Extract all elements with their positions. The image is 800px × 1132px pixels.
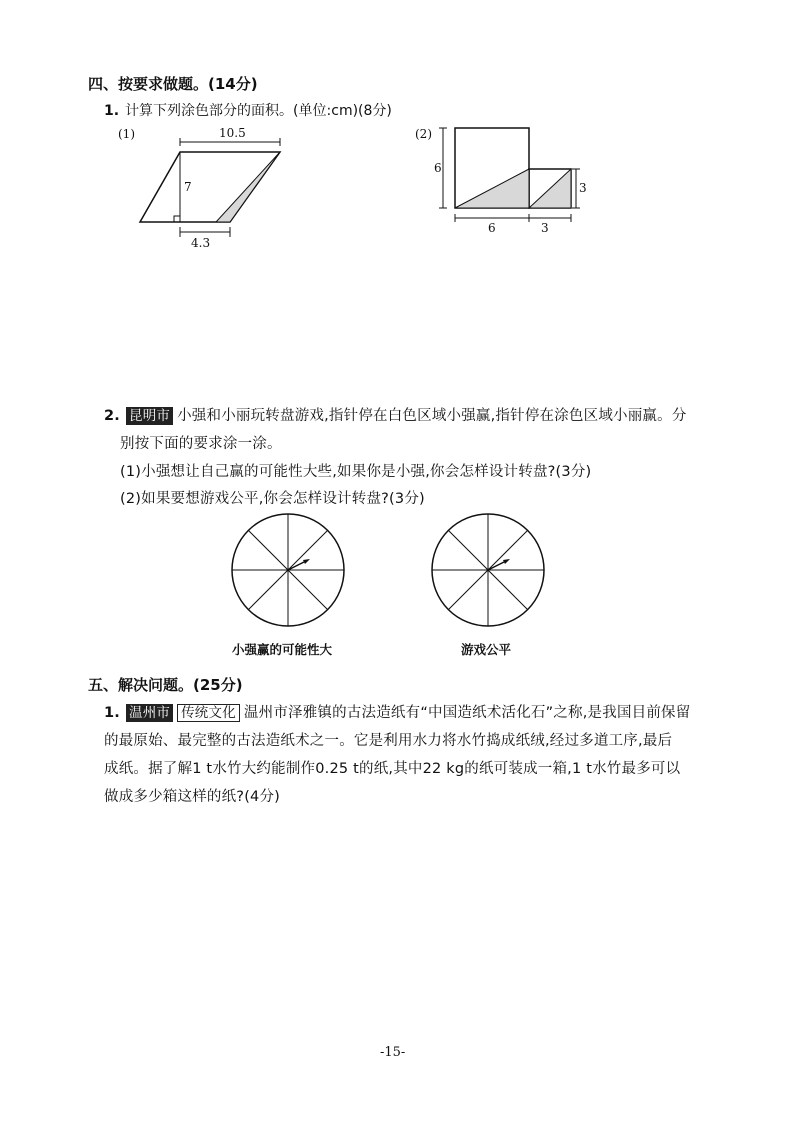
figure-2-label: (2) <box>415 127 432 141</box>
figure-2-bottom-left: 6 <box>488 221 496 235</box>
question-number: 1. <box>104 103 120 119</box>
figure-1-parallelogram <box>130 125 300 255</box>
figure-2-squares <box>430 125 590 240</box>
question-number: 1. <box>104 705 120 721</box>
question-number: 2. <box>104 408 120 424</box>
figure-2-bottom-right: 3 <box>541 221 549 235</box>
spinner-1 <box>228 510 348 630</box>
figure-1-label: (1) <box>118 127 135 141</box>
section-five-title: 五、解决问题。(25分) <box>88 676 243 694</box>
region-tag: 昆明市 <box>126 407 173 425</box>
question-2-sub-2: (2)如果要想游戏公平,你会怎样设计转盘?(3分) <box>120 491 425 507</box>
region-tag: 温州市 <box>126 704 173 722</box>
question-text: 计算下列涂色部分的面积。(单位:cm)(8分) <box>125 103 392 119</box>
problem-1-line-3: 成纸。据了解1 t水竹大约能制作0.25 t的纸,其中22 kg的纸可装成一箱,1 t水竹最多可以 <box>104 761 681 777</box>
question-2-line-1 <box>104 404 687 425</box>
section-four-title: 四、按要求做题。(14分) <box>88 75 258 93</box>
figure-2-right-height: 3 <box>579 181 587 195</box>
problem-1-line-2: 的最原始、最完整的古法造纸术之一。它是利用水力将水竹捣成纸绒,经过多道工序,最后 <box>104 733 673 749</box>
figure-2-left-height: 6 <box>434 161 442 175</box>
spinner-2-caption: 游戏公平 <box>461 642 512 657</box>
question-2-sub-1: (1)小强想让自己赢的可能性大些,如果你是小强,你会怎样设计转盘?(3分) <box>120 464 592 480</box>
spinner-2 <box>428 510 548 630</box>
figure-1-top-length: 10.5 <box>219 126 246 140</box>
spinner-1-caption: 小强赢的可能性大 <box>232 642 333 657</box>
question-2-line-2: 别按下面的要求涂一涂。 <box>120 436 282 452</box>
problem-1-line-4: 做成多少箱这样的纸?(4分) <box>104 789 281 805</box>
figure-1-height: 7 <box>184 180 192 194</box>
problem-1-line-1 <box>104 701 690 722</box>
question-1-prompt <box>104 100 392 120</box>
topic-tag: 传统文化 <box>177 704 240 722</box>
question-text: 小强和小丽玩转盘游戏,指针停在白色区域小强赢,指针停在涂色区域小丽赢。分 <box>177 408 687 424</box>
figure-1-bottom-segment: 4.3 <box>191 236 211 250</box>
page-number: -15- <box>380 1045 406 1060</box>
problem-text: 温州市泽雅镇的古法造纸有“中国造纸术活化石”之称,是我国目前保留 <box>243 705 691 721</box>
